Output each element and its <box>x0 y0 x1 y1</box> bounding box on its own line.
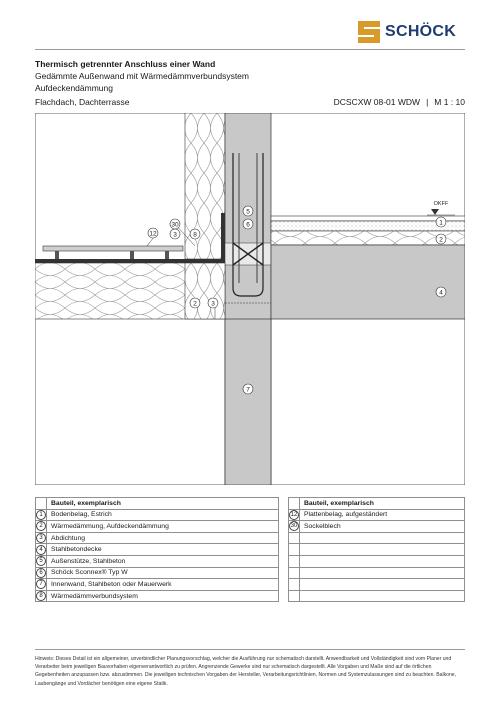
callout-12 <box>148 228 158 238</box>
interior-wall <box>225 319 271 485</box>
svg-text:2: 2 <box>193 300 197 308</box>
component-legend <box>35 497 465 602</box>
legend-number: 8 <box>36 591 46 601</box>
svg-text:5: 5 <box>246 208 250 216</box>
paving-support <box>55 251 59 259</box>
detail-subtitle: Gedämmte Außenwand mit Wärmedämmverbundsystem <box>35 71 249 81</box>
detail-title: Thermisch getrennter Anschluss einer Wand <box>35 59 216 69</box>
callout-2-right <box>436 234 446 244</box>
floor-covering <box>271 216 465 221</box>
svg-text:6: 6 <box>246 221 250 229</box>
svg-text:OKFF: OKFF <box>433 201 449 207</box>
paving-support <box>165 251 169 259</box>
legend-number: 30 <box>290 523 298 530</box>
svg-text:3: 3 <box>173 231 177 239</box>
construction-detail-drawing <box>35 113 465 485</box>
callout-3-left <box>170 229 180 239</box>
legend-number: 7 <box>36 579 46 589</box>
legend-label: Sockelblech <box>299 521 464 533</box>
svg-text:8: 8 <box>193 231 197 239</box>
plinth-sheet <box>221 213 225 259</box>
legend-label: Bodenbelag, Estrich <box>47 509 279 521</box>
header-rule <box>35 49 465 50</box>
legend-row <box>36 590 465 602</box>
detail-insulation: Aufdeckendämmung <box>35 83 113 93</box>
schoeck-logo-mark-icon <box>358 21 380 43</box>
drawing-scale: M 1 : 10 <box>434 97 465 107</box>
legend-label: Wärmedämmung, Aufdeckendämmung <box>47 521 279 533</box>
drawing-code: DCSCXW 08-01 WDW <box>333 97 421 107</box>
legend-number: 6 <box>36 568 46 578</box>
callout-1 <box>436 217 446 227</box>
legend-row <box>36 544 465 556</box>
legend-number: 5 <box>36 556 46 566</box>
svg-text:30: 30 <box>171 221 179 229</box>
svg-text:12: 12 <box>149 230 157 238</box>
callout-8 <box>190 229 200 239</box>
legend-row <box>36 555 465 567</box>
legend-number: 4 <box>36 545 46 555</box>
legend-number: 12 <box>290 511 298 518</box>
legend-number: 2 <box>36 521 46 531</box>
legend-row <box>36 532 465 544</box>
svg-text:3: 3 <box>211 300 215 308</box>
paving-support <box>130 251 134 259</box>
drawing-separator: | <box>426 97 429 107</box>
footer-rule <box>35 649 465 650</box>
legend-header-right: Bauteil, exemplarisch <box>299 498 464 510</box>
legend-header-left: Bauteil, exemplarisch <box>47 498 279 510</box>
drawing-reference <box>334 97 465 107</box>
svg-text:4: 4 <box>439 289 443 297</box>
callout-4 <box>436 287 446 297</box>
legend-row <box>36 521 465 533</box>
legend-label: Plattenbelag, aufgeständert <box>299 509 464 521</box>
callout-7 <box>243 384 253 394</box>
waterproofing-layer <box>35 259 225 263</box>
svg-text:1: 1 <box>439 219 443 227</box>
legend-label: Außenstütze, Stahlbeton <box>47 555 279 567</box>
svg-text:7: 7 <box>246 386 250 394</box>
legend-row <box>36 579 465 591</box>
legend-label: Abdichtung <box>47 532 279 544</box>
legend-row <box>36 567 465 579</box>
disclaimer-note: Hinweis: Dieses Detail ist ein allgemeiner, unverbindlicher Planungsvorschlag, welcher die Ausführung nur schematisch darstellt. Anwendbarkeit und Vollständigkeit sind vom Planer und Verarbeiter beim jeweiligen Bauvorhaben eigenverantwortlich zu prüfen. Angrenzende Gewerke sind nur schematisch dargestellt. Alle Vorgaben und Maße sind auf die örtlichen Gegebenheiten anzupassen bzw. abzustimmen. Die jeweiligen technischen Vorgaben der Hersteller, Verarbeitungsrichtlinien, Normen und Systemzulassungen sind zu beachten. Balkone, Laubengänge und Vordächer benötigen eine eigene Statik. <box>35 656 457 687</box>
legend-label: Innenwand, Stahlbeton oder Mauerwerk <box>47 579 279 591</box>
callout-okff <box>434 201 449 207</box>
legend-header-row <box>36 498 465 510</box>
terrace-paving <box>43 246 183 251</box>
legend-label: Wärmedämmverbundsystem <box>47 590 279 602</box>
brand-name: SCHÖCK <box>385 23 457 40</box>
legend-number: 3 <box>36 533 46 543</box>
callout-5 <box>243 206 253 216</box>
callout-6 <box>243 219 253 229</box>
schoeck-logo <box>358 20 456 44</box>
legend-label: Stahlbetondecke <box>47 544 279 556</box>
callout-30 <box>170 219 180 229</box>
legend-row <box>36 509 465 521</box>
callout-3-bottom <box>208 298 218 308</box>
legend-label: Schöck Sconnex® Typ W <box>47 567 279 579</box>
svg-text:2: 2 <box>439 236 443 244</box>
concrete-slab <box>271 245 465 319</box>
callout-2-left <box>190 298 200 308</box>
detail-roof-type: Flachdach, Dachterrasse <box>35 97 130 107</box>
legend-number: 1 <box>36 510 46 520</box>
